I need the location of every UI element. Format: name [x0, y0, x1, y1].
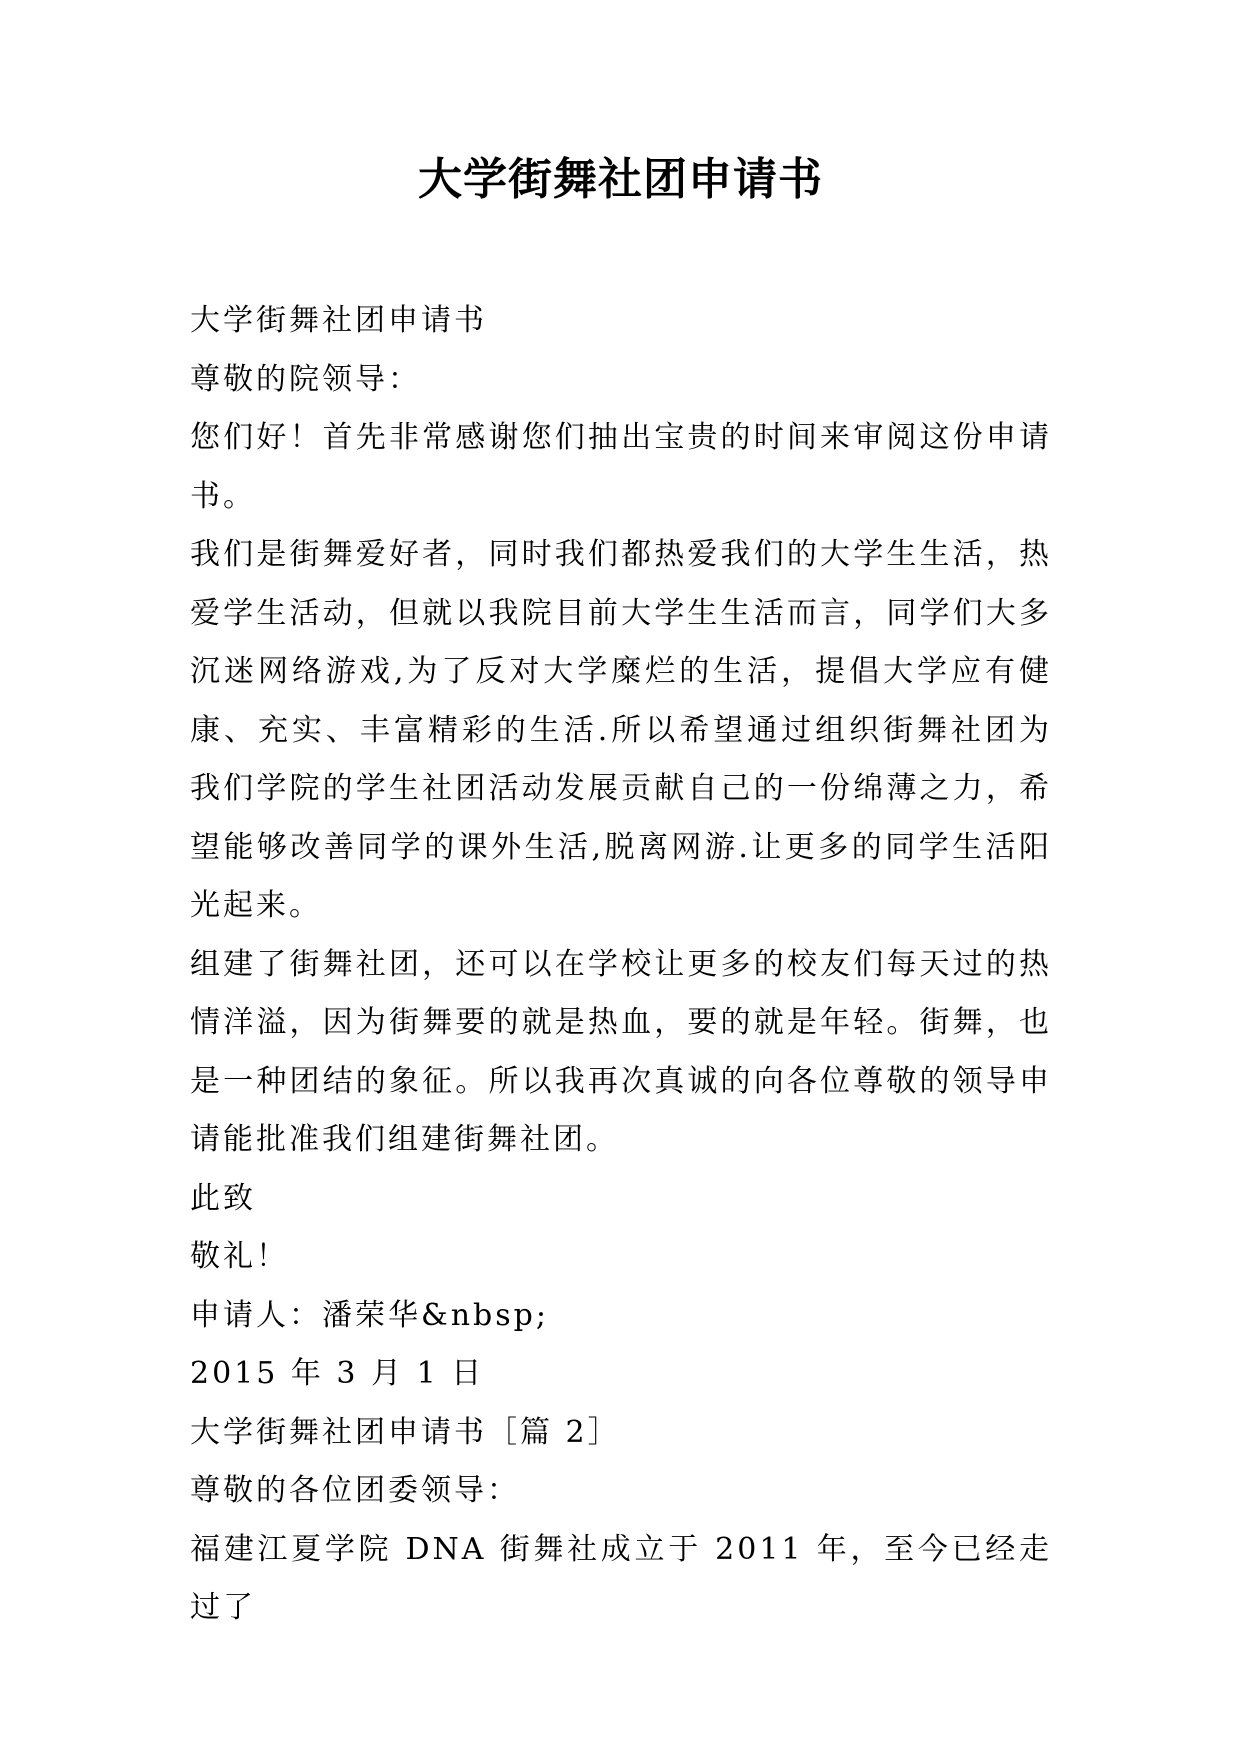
applicant-line: 申请人：潘荣华&nbsp;	[190, 1297, 549, 1333]
document-body	[190, 292, 1052, 1638]
date-line: 2015 年 3 月 1 日	[190, 1356, 485, 1391]
document-title: 大学街舞社团申请书	[418, 154, 823, 205]
salutation: 尊敬的院领导：	[190, 361, 421, 397]
salutation-2: 尊敬的各位团委领导：	[190, 1473, 520, 1508]
closing-line: 此致	[190, 1180, 256, 1216]
greeting-paragraph: 您们好！首先非常感谢您们抽出宝贵的时间来审阅这份申请书。	[190, 420, 1052, 514]
body-heading: 大学街舞社团申请书	[190, 303, 487, 338]
intro-paragraph-2: 福建江夏学院 DNA 街舞社成立于 2011 年，至今已经走过了	[190, 1531, 1052, 1625]
purpose-paragraph: 组建了街舞社团，还可以在学校让更多的校友们每天过的热情洋溢，因为街舞要的就是热血，要的就是年轻。街舞，也是一种团结的象征。所以我再次真诚的向各位尊敬的领导申请能批准我们组建街舞社团。	[190, 946, 1052, 1157]
section-heading-2: 大学街舞社团申请书［篇 2］	[190, 1414, 621, 1450]
regards-line: 敬礼！	[190, 1239, 289, 1274]
reason-paragraph: 我们是街舞爱好者，同时我们都热爱我们的大学生生活，热爱学生活动，但就以我院目前大学生生活而言，同学们大多沉迷网络游戏,为了反对大学糜烂的生活，提倡大学应有健康、充实、丰富精彩的生活.所以希望通过组织街舞社团为我们学院的学生社团活动发展贡献自己的一份绵薄之力，希望能够改善同学的课外生活,脱离网游.让更多的同学生活阳光起来。	[190, 537, 1052, 923]
